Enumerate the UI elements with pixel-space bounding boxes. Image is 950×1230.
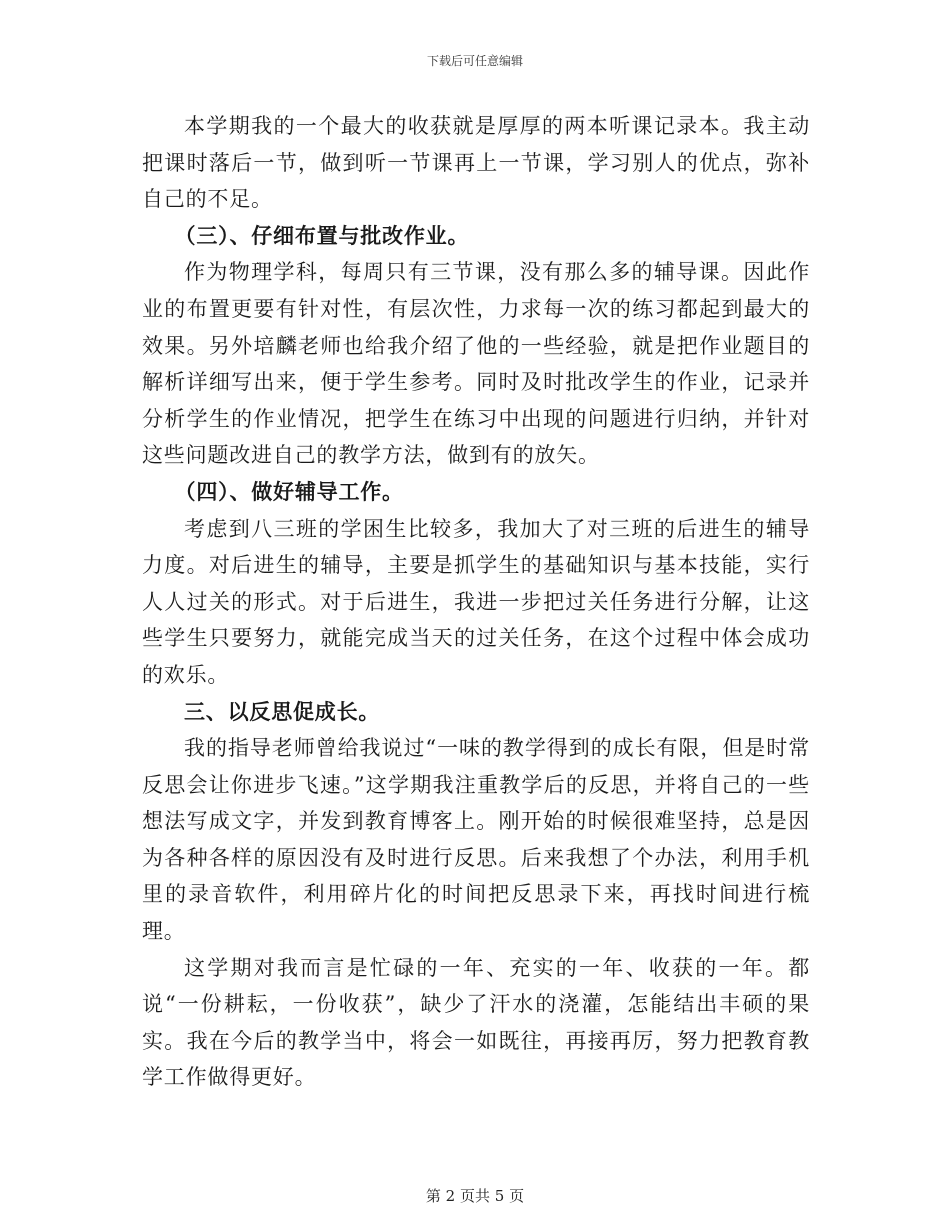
document-body: [142, 108, 810, 1096]
page-header: 下载后可任意编辑: [426, 54, 523, 68]
section-subheading: （四）、做好辅导工作。: [174, 478, 404, 504]
body-paragraph: 作为物理学科，每周只有三节课，没有那么多的辅导课。因此作业的布置更要有针对性，有层次性，力求每一次的练习都起到最大的效果。另外培麟老师也给我介绍了他的一些经验，就是把作业题目的解析详细写出来，便于学生参考。同时及时批改学生的作业，记录并分析学生的作业情况，把学生在练习中出现的问题进行归纳，并针对这些问题改进自己的教学方法，做到有的放矢。: [142, 260, 810, 468]
body-paragraph: 我的指导老师曾给我说过“一味的教学得到的成长有限，但是时常反思会让你进步飞速。”这学期我注重教学后的反思，并将自己的一些想法写成文字，并发到教育博客上。刚开始的时候很难坚持，总是因为各种各样的原因没有及时进行反思。后来我想了个办法，利用手机里的录音软件，利用碎片化的时间把反思录下来，再找时间进行梳理。: [142, 736, 810, 944]
body-paragraph: 本学期我的一个最大的收获就是厚厚的两本听课记录本。我主动把课时落后一节，做到听一节课再上一节课，学习别人的优点，弥补自己的不足。: [142, 114, 810, 212]
section-heading: 三、以反思促成长。: [184, 698, 381, 724]
body-paragraph: 这学期对我而言是忙碌的一年、充实的一年、收获的一年。都说“一份耕耘，一份收获”，缺少了汗水的浇灌，怎能结出丰硕的果实。我在今后的教学当中，将会一如既往，再接再厉，努力把教育教学工作做得更好。: [142, 955, 810, 1090]
page-footer: 第 2 页共 5 页: [425, 1187, 525, 1205]
section-subheading: （三）、仔细布置与批改作业。: [174, 222, 470, 248]
body-paragraph: 考虑到八三班的学困生比较多，我加大了对三班的后进生的辅导力度。对后进生的辅导，主要是抓学生的基础知识与基本技能，实行人人过关的形式。对于后进生，我进一步把过关任务进行分解，让这些学生只要努力，就能完成当天的过关任务，在这个过程中体会成功的欢乐。: [142, 516, 810, 687]
